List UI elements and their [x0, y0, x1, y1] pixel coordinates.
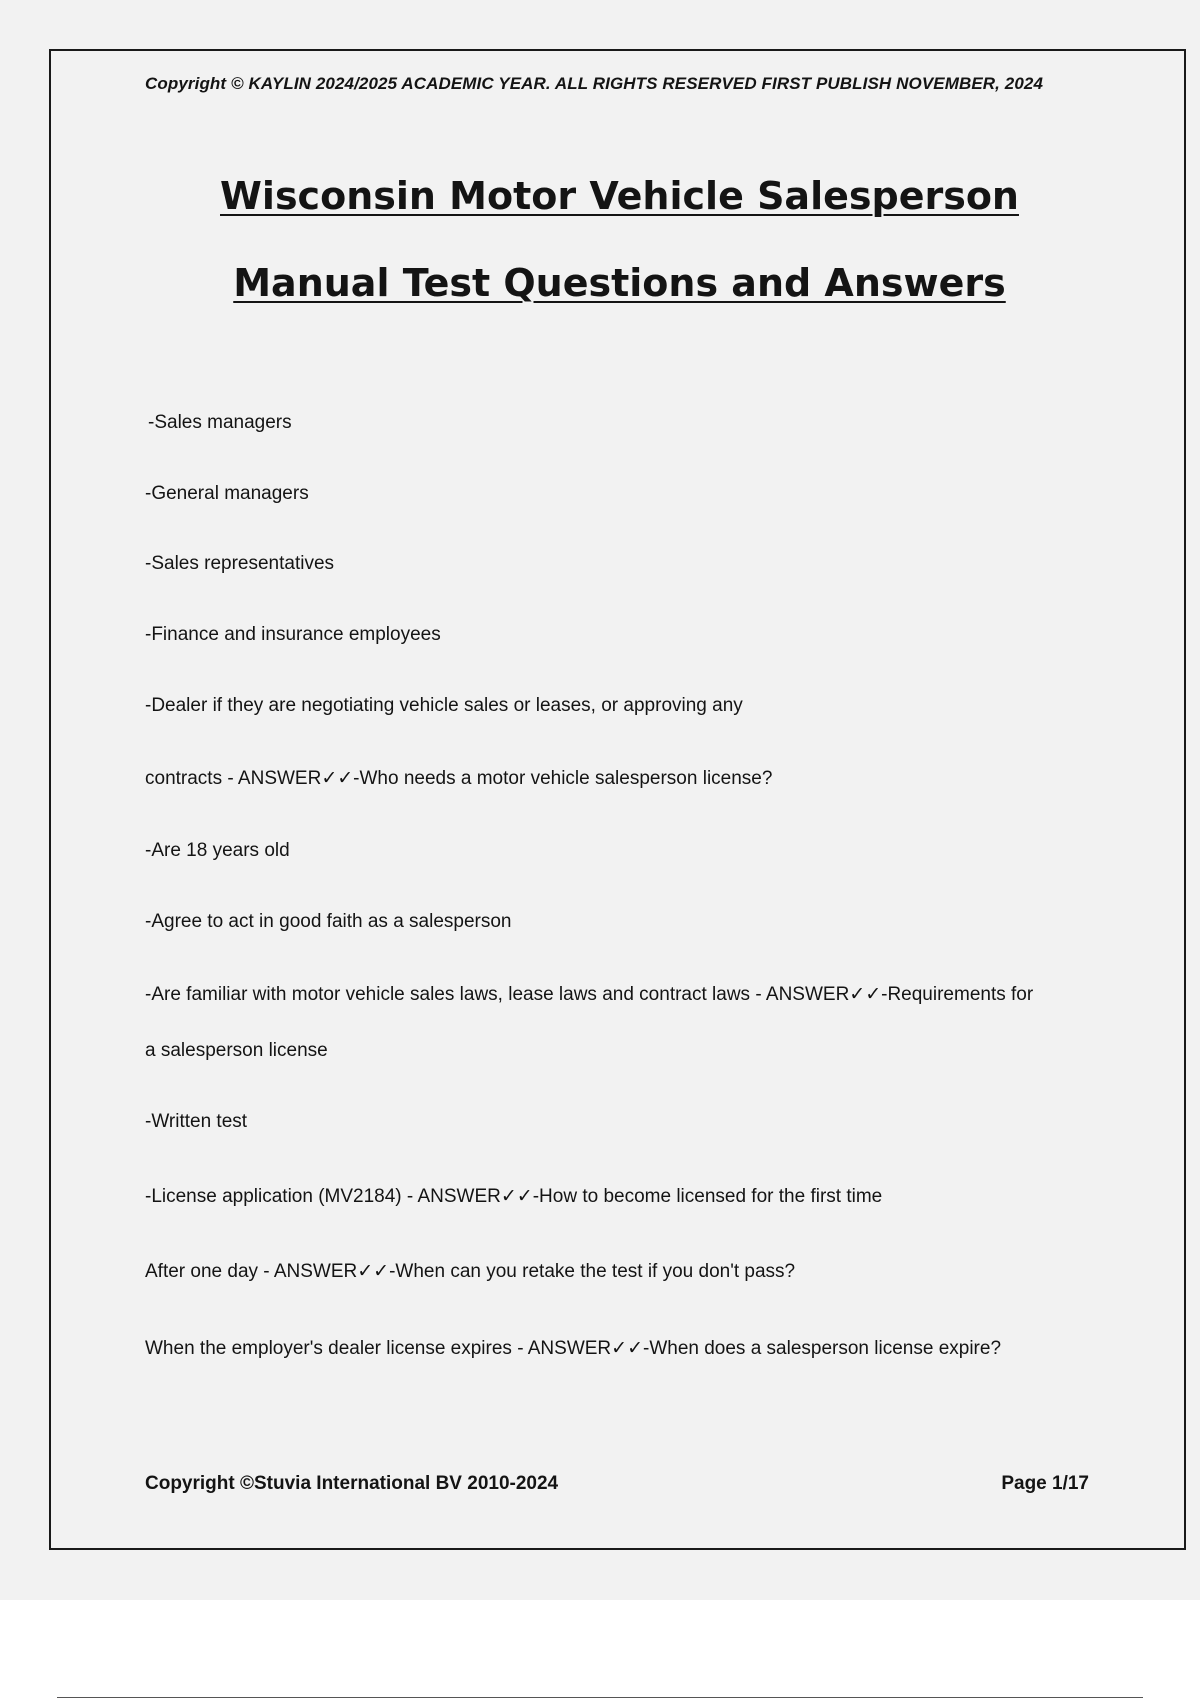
page-number: Page 1/17: [1001, 1473, 1089, 1494]
document-title-line-2: Manual Test Questions and Answers: [233, 261, 1006, 305]
body-line: -Are familiar with motor vehicle sales laws, lease laws and contract laws - ANSWER✓✓-Requirements for: [145, 984, 1034, 1005]
body-line: -Sales representatives: [145, 553, 335, 574]
body-line: -Dealer if they are negotiating vehicle sales or leases, or approving any: [145, 695, 743, 716]
header-copyright: Copyright © KAYLIN 2024/2025 ACADEMIC YEAR. ALL RIGHTS RESERVED FIRST PUBLISH NOVEMBER, 2024: [145, 74, 1044, 93]
body-line: When the employer's dealer license expires - ANSWER✓✓-When does a salesperson license expire?: [145, 1338, 1002, 1359]
body-line: a salesperson license: [145, 1040, 328, 1061]
body-line: contracts - ANSWER✓✓-Who needs a motor vehicle salesperson license?: [145, 768, 773, 789]
footer-copyright: Copyright ©Stuvia International BV 2010-2024: [145, 1473, 559, 1494]
body-line: -Written test: [145, 1111, 248, 1132]
body-line: -Sales managers: [148, 412, 292, 433]
body-line: -Agree to act in good faith as a salesperson: [145, 911, 512, 932]
body-line: -License application (MV2184) - ANSWER✓✓-How to become licensed for the first time: [145, 1186, 883, 1207]
body-line: -General managers: [145, 483, 309, 504]
body-line: -Are 18 years old: [145, 840, 290, 861]
body-line: -Finance and insurance employees: [145, 624, 441, 645]
divider: [57, 1697, 1143, 1698]
body-line: After one day - ANSWER✓✓-When can you retake the test if you don't pass?: [145, 1261, 796, 1282]
document-title-line-1: Wisconsin Motor Vehicle Salesperson: [220, 174, 1019, 218]
